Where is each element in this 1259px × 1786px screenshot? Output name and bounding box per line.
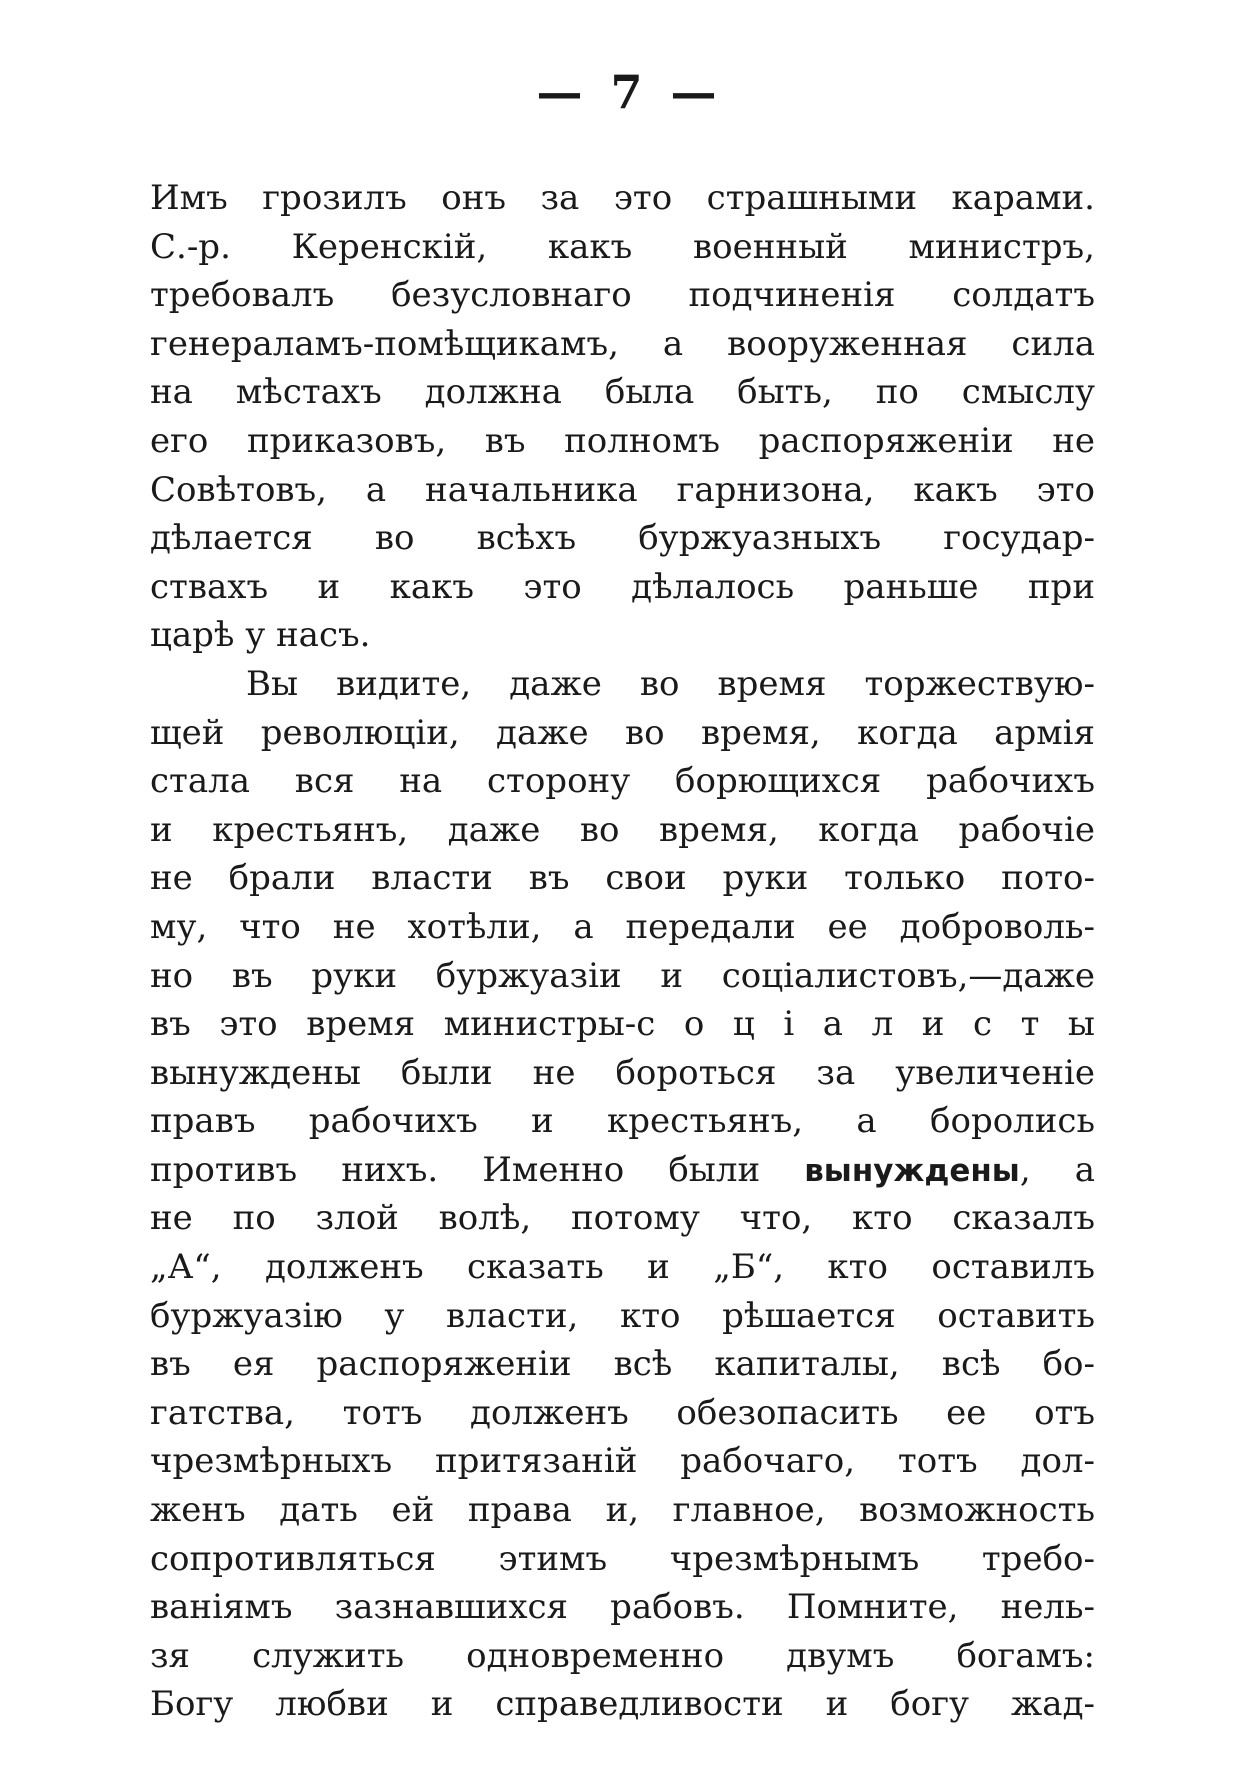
text-line: правъ рабочихъ и крестьянъ, а боролись [150,1101,1095,1142]
text-line: Богу любви и справедливости и богу жад- [150,1684,1095,1725]
text-line: му, что не хотѣли, а передали ее доброволь- [150,906,1095,947]
page-number: — 7 — [536,65,723,119]
text-line: Имъ грозилъ онъ за это страшными карами. [150,178,1095,218]
text-line: и крестьянъ, даже во время, когда рабочіе [150,809,1095,850]
text-line: генераламъ-помѣщикамъ, а вооруженная сила [150,323,1095,364]
text-line: въ ея распоряженіи всѣ капиталы, всѣ бо- [150,1344,1095,1385]
text-line: на мѣстахъ должна была быть, по смыслу [150,372,1095,413]
text-line: чрезмѣрныхъ притязаній рабочаго, тотъ дол- [150,1441,1095,1482]
text-line: Совѣтовъ, а начальника гарнизона, какъ это [150,469,1095,510]
text-line: его приказовъ, въ полномъ распоряженіи не [150,420,1095,461]
paragraph-start-line: Вы видите, даже во время торжествую- [246,663,1095,704]
paragraph-end-line: царѣ у насъ. [150,615,371,656]
text-segment: , а [1019,1149,1095,1190]
text-line: ваніямъ зазнавшихся рабовъ. Помните, нель- [150,1587,1095,1628]
text-line: не по злой волѣ, потому что, кто сказалъ [150,1198,1095,1239]
text-line: вынуждены были не бороться за увеличеніе [150,1052,1095,1093]
text-line: зя служить одновременно двумъ богамъ: [150,1635,1095,1676]
emphasized-word: вынуждены [804,1152,1020,1189]
text-segment: противъ нихъ. Именно были [150,1149,761,1190]
text-line: но въ руки буржуазіи и соціалистовъ,—даже [150,955,1095,996]
text-line: въ это время министры-с о ц і а л и с т ы [150,1004,1095,1045]
text-line: С.-р. Керенскій, какъ военный министръ, [150,226,1095,267]
text-line-with-emphasis [150,1146,1095,1195]
text-line: „А“, долженъ сказать и „Б“, кто оставилъ [150,1247,1095,1288]
text-line: ствахъ и какъ это дѣлалось раньше при [150,566,1095,607]
text-line: требовалъ безусловнаго подчиненія солдатъ [150,275,1095,316]
text-line: стала вся на сторону борющихся рабочихъ [150,761,1095,802]
text-line: сопротивляться этимъ чрезмѣрнымъ требо- [150,1538,1095,1579]
text-line: щей революціи, даже во время, когда армія [150,712,1095,753]
text-line: гатства, тотъ долженъ обезопасить ее отъ [150,1392,1095,1433]
text-line: дѣлается во всѣхъ буржуазныхъ государ- [150,518,1095,559]
text-line: буржуазію у власти, кто рѣшается оставить [150,1295,1095,1336]
body-text [150,174,1095,1729]
text-line: не брали власти въ свои руки только пото- [150,858,1095,899]
text-line: женъ дать ей права и, главное, возможность [150,1490,1095,1531]
